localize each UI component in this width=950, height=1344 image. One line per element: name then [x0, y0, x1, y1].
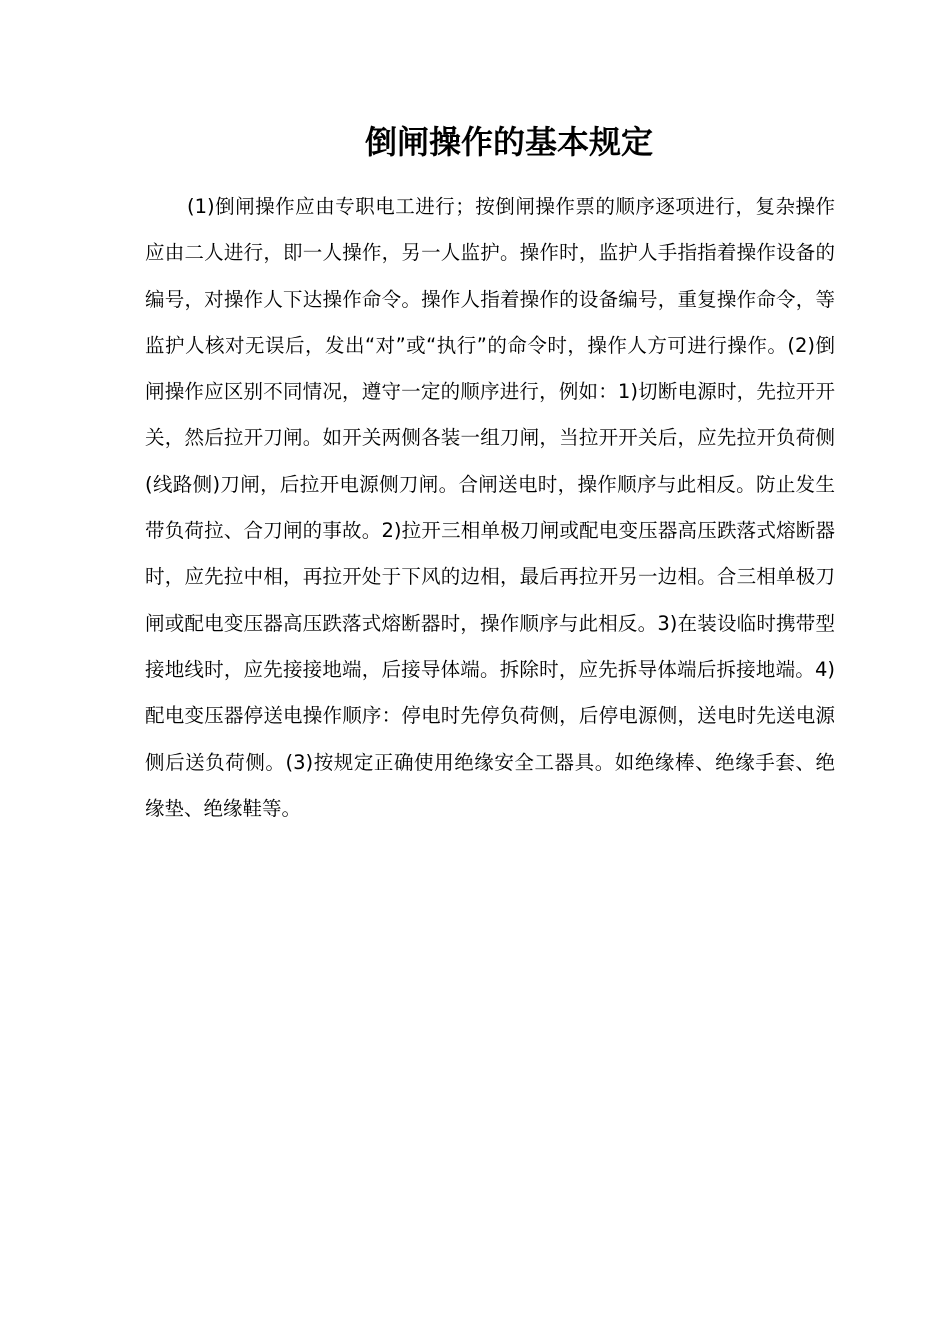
document-title: 倒闸操作的基本规定 — [364, 123, 653, 161]
body-paragraph: (1)倒闸操作应由专职电工进行；按倒闸操作票的顺序逐项进行，复杂操作应由二人进行，即一人操作，另一人监护。操作时，监护人手指指着操作设备的编号，对操作人下达操作命令。操作人指着操作的设备编号，重复操作命令，等监护人核对无误后，发出“对”或“执行”的命令时，操作人方可进行操作。(2)倒闸操作应区别不同情况，遵守一定的顺序进行，例如：1)切断电源时，先拉开开关，然后拉开刀闸。如开关两侧各装一组刀闸，当拉开开关后，应先拉开负荷侧(线路侧)刀闸，后拉开电源侧刀闸。合闸送电时，操作顺序与此相反。防止发生带负荷拉、合刀闸的事故。2)拉开三相单极刀闸或配电变压器高压跌落式熔断器时，应先拉中相，再拉开处于下风的边相，最后再拉开另一边相。合三相单极刀闸或配电变压器高压跌落式熔断器时，操作顺序与此相反。3)在装设临时携带型接地线时，应先接接地端，后接导体端。拆除时，应先拆导体端后拆接地端。4)配电变压器停送电操作顺序：停电时先停负荷侧，后停电源侧，送电时先送电源侧后送负荷侧。(3)按规定正确使用绝缘安全工器具。如绝缘棒、绝缘手套、绝缘垫、绝缘鞋等。 — [145, 195, 835, 820]
